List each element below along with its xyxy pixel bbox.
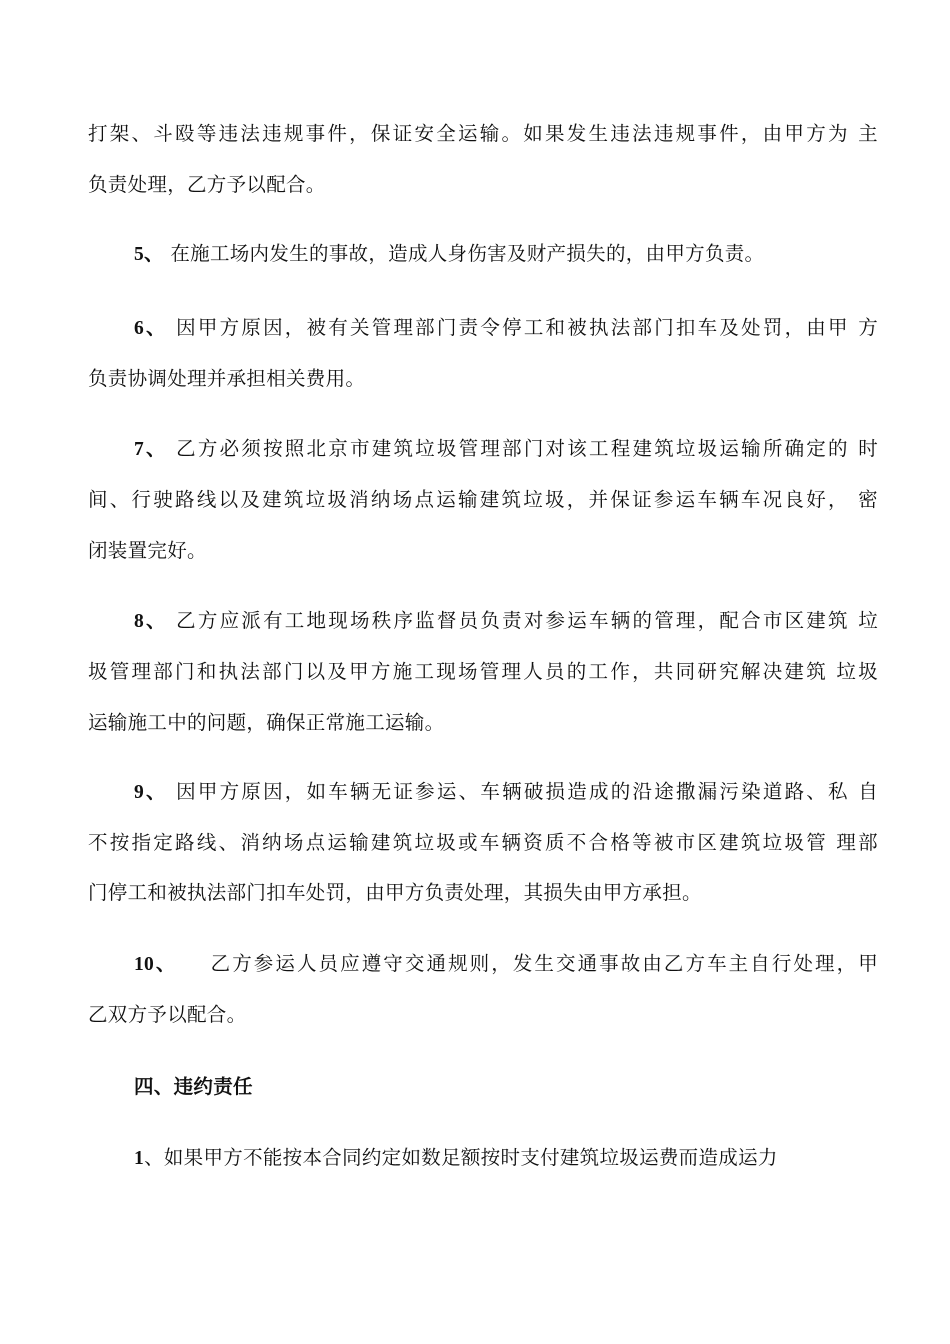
paragraph-line: 打架、斗殴等违法违规事件，保证安全运输。如果发生违法违规事件，由甲方为 主 [88, 122, 878, 145]
paragraph-line: 圾管理部门和执法部门以及甲方施工现场管理人员的工作，共同研究解决建筑 垃圾 [88, 660, 878, 683]
clause-10: 10、 乙方参运人员应遵守交通规则，发生交通事故由乙方车主自行处理，甲 [134, 952, 879, 975]
clause-7: 7、 乙方必须按照北京市建筑垃圾管理部门对该工程建筑垃圾运输所确定的 时 [134, 437, 878, 460]
clause-number: 5、 [134, 244, 164, 265]
clause-8: 8、 乙方应派有工地现场秩序监督员负责对参运车辆的管理，配合市区建筑 垃 [134, 609, 878, 632]
paragraph-line: 乙双方予以配合。 [88, 1003, 247, 1026]
paragraph-line: 不按指定路线、消纳场点运输建筑垃圾或车辆资质不合格等被市区建筑垃圾管 理部 [88, 831, 878, 854]
clause-6: 6、 因甲方原因，被有关管理部门责令停工和被执法部门扣车及处罚，由甲 方 [134, 316, 878, 339]
clause-number: 9、 [134, 782, 168, 803]
clause-number: 10、 [134, 954, 178, 975]
clause-number: 7、 [134, 439, 168, 460]
clause-1: 1、如果甲方不能按本合同约定如数足额按时支付建筑垃圾运费而造成运力 [134, 1146, 778, 1169]
paragraph-line: 闭装置完好。 [88, 539, 207, 562]
clause-number: 6、 [134, 318, 168, 339]
paragraph-line: 负责处理，乙方予以配合。 [88, 173, 326, 196]
paragraph-line: 运输施工中的问题，确保正常施工运输。 [88, 711, 445, 734]
clause-9: 9、 因甲方原因，如车辆无证参运、车辆破损造成的沿途撒漏污染道路、私 自 [134, 780, 878, 803]
clause-number: 1 [134, 1148, 145, 1169]
clause-5: 5、 在施工场内发生的事故，造成人身伤害及财产损失的，由甲方负责。 [134, 242, 765, 265]
paragraph-line: 负责协调处理并承担相关费用。 [88, 367, 366, 390]
paragraph-line: 间、行驶路线以及建筑垃圾消纳场点运输建筑垃圾，并保证参运车辆车况良好， 密 [88, 488, 878, 511]
clause-number: 8、 [134, 611, 168, 632]
paragraph-line: 门停工和被执法部门扣车处罚，由甲方负责处理，其损失由甲方承担。 [88, 881, 702, 904]
section-heading: 四、违约责任 [134, 1075, 253, 1098]
